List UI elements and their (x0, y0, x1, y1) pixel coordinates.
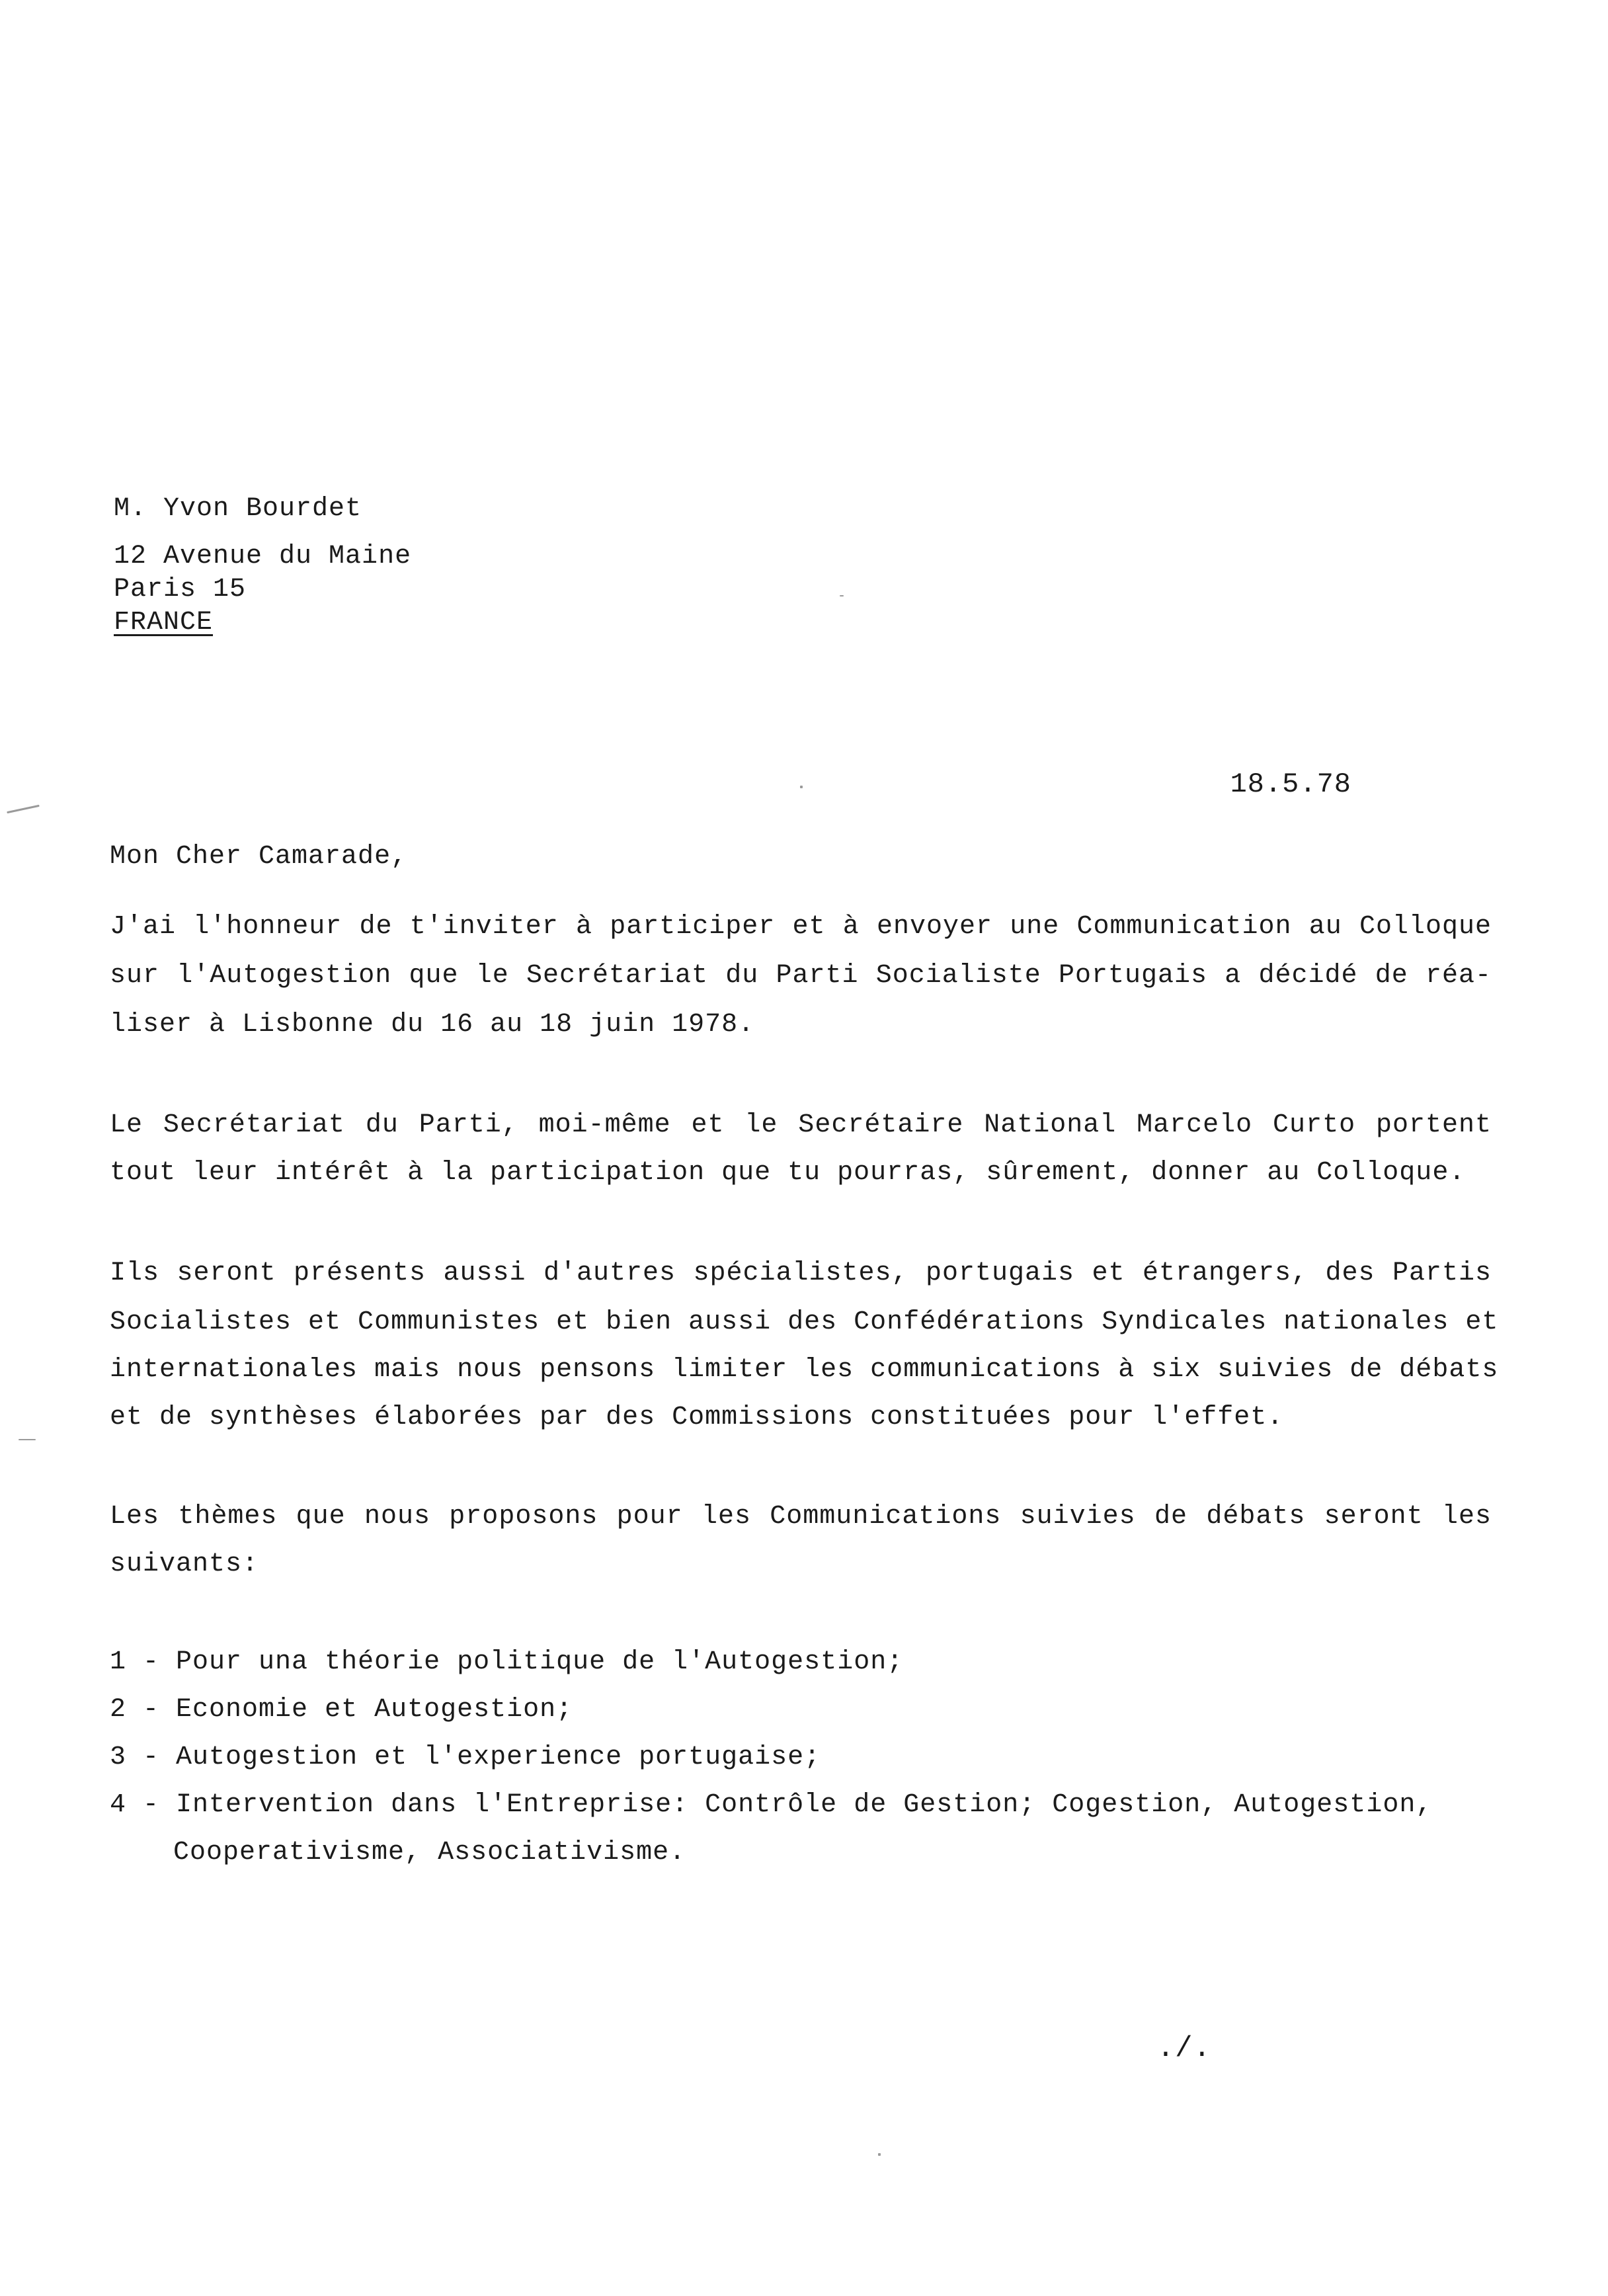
salutation: Mon Cher Camarade, (110, 842, 408, 872)
paragraph-1-line-3: liser à Lisbonne du 16 au 18 juin 1978. (110, 1010, 755, 1040)
theme-text: Autogestion et l'experience portugaise; (176, 1742, 821, 1772)
recipient-street: 12 Avenue du Maine (114, 542, 412, 571)
paragraph-2-line-1: Le Secrétariat du Parti, moi-même et le Secrétaire National Marcelo Curto portent (110, 1110, 1492, 1140)
theme-number: 4 (110, 1790, 127, 1820)
paragraph-2-line-2: tout leur intérêt à la participation que tu pourras, sûrement, donner au Colloque. (110, 1158, 1466, 1188)
recipient-country: FRANCE (114, 608, 214, 637)
scan-speck (878, 2153, 881, 2156)
theme-item-4-continuation: Cooperativisme, Associativisme. (173, 1838, 686, 1867)
scan-speck (840, 595, 844, 596)
paragraph-1-line-2: sur l'Autogestion que le Secrétariat du Parti Socialiste Portugais a décidé de réa- (110, 961, 1492, 991)
paragraph-4-line-2: suivants: (110, 1549, 259, 1579)
margin-mark (19, 1439, 36, 1440)
page-continue-mark: ./. (1156, 2032, 1211, 2065)
theme-number: 1 (110, 1647, 127, 1677)
theme-text: Economie et Autogestion; (176, 1695, 573, 1725)
paragraph-3-line-3: internationales mais nous pensons limiter les communications à six suivies de débats (110, 1355, 1499, 1385)
theme-text: Pour una théorie politique de l'Autogestion; (176, 1647, 904, 1677)
theme-item-1: 1 - Pour una théorie politique de l'Autogestion; (110, 1647, 904, 1677)
paragraph-3-line-2: Socialistes et Communistes et bien aussi des Confédérations Syndicales nationales et (110, 1307, 1499, 1337)
theme-item-4: 4 - Intervention dans l'Entreprise: Contrôle de Gestion; Cogestion, Autogestion, (110, 1790, 1433, 1820)
paragraph-1-line-1: J'ai l'honneur de t'inviter à participer et à envoyer une Communication au Colloque (110, 912, 1492, 942)
theme-item-2: 2 - Economie et Autogestion; (110, 1695, 573, 1725)
letter-date: 18.5.78 (1230, 768, 1351, 800)
theme-number: 2 (110, 1695, 127, 1725)
paragraph-4-line-1: Les thèmes que nous proposons pour les Communications suivies de débats seront les (110, 1502, 1492, 1532)
margin-mark (7, 805, 40, 813)
recipient-name: M. Yvon Bourdet (114, 494, 362, 524)
theme-item-3: 3 - Autogestion et l'experience portugaise; (110, 1742, 821, 1772)
theme-text: Intervention dans l'Entreprise: Contrôle de Gestion; Cogestion, Autogestion, (176, 1790, 1433, 1820)
scan-speck (800, 786, 803, 788)
theme-number: 3 (110, 1742, 127, 1772)
recipient-city: Paris 15 (114, 575, 247, 604)
paragraph-3-line-1: Ils seront présents aussi d'autres spécialistes, portugais et étrangers, des Partis (110, 1258, 1492, 1288)
paragraph-3-line-4: et de synthèses élaborées par des Commissions constituées pour l'effet. (110, 1403, 1284, 1432)
